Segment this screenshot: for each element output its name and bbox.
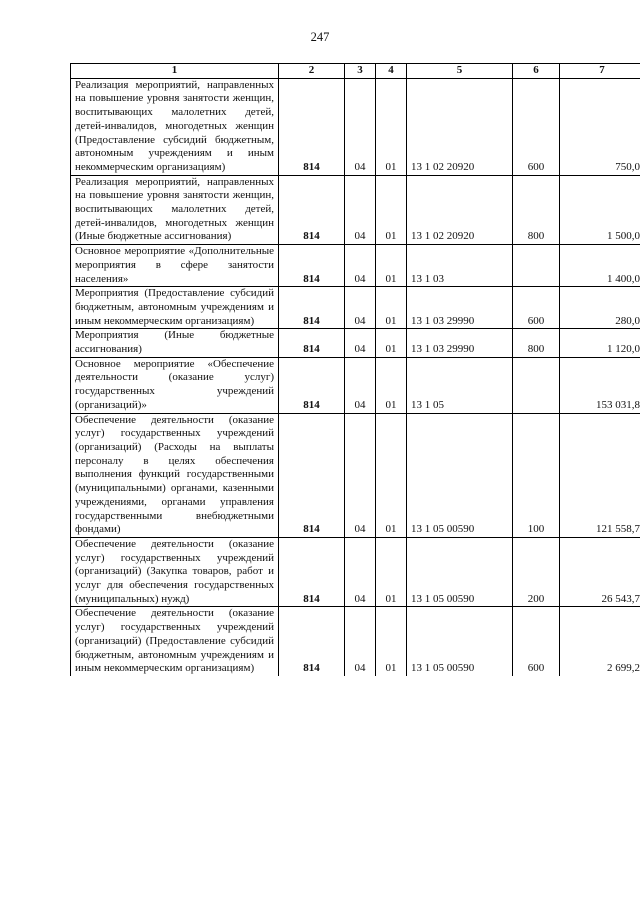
amount: 280,0 xyxy=(560,287,640,329)
expense-type-code: 600 xyxy=(513,607,560,676)
row-description: Основное мероприятие «Дополнительные мероприятия в сфере занятости населения» xyxy=(71,245,279,287)
expense-type-code: 600 xyxy=(513,78,560,175)
table-header-row xyxy=(71,64,640,79)
column-header: 3 xyxy=(345,64,376,79)
amount: 2 699,2 xyxy=(560,607,640,676)
section-code: 04 xyxy=(345,245,376,287)
row-description: Обеспечение деятельности (оказание услуг) государственных учреждений (организаций) (Закупка товаров, работ и услуг для обеспечения государственных (муниципальных) нужд) xyxy=(71,537,279,607)
target-article-code: 13 1 03 29990 xyxy=(407,287,513,329)
expense-type-code: 600 xyxy=(513,287,560,329)
budget-table xyxy=(70,63,640,676)
target-article-code: 13 1 02 20920 xyxy=(407,78,513,175)
amount: 153 031,8 xyxy=(560,357,640,413)
section-code: 04 xyxy=(345,413,376,537)
expense-type-code: 800 xyxy=(513,175,560,245)
subsection-code: 01 xyxy=(376,287,407,329)
amount: 1 400,0 xyxy=(560,245,640,287)
table-row xyxy=(71,78,640,175)
ministry-code: 814 xyxy=(279,287,345,329)
table-row xyxy=(71,287,640,329)
target-article-code: 13 1 05 00590 xyxy=(407,607,513,676)
ministry-code: 814 xyxy=(279,175,345,245)
section-code: 04 xyxy=(345,78,376,175)
subsection-code: 01 xyxy=(376,245,407,287)
target-article-code: 13 1 03 xyxy=(407,245,513,287)
amount: 1 120,0 xyxy=(560,329,640,357)
subsection-code: 01 xyxy=(376,357,407,413)
row-description: Мероприятия (Иные бюджетные ассигнования) xyxy=(71,329,279,357)
expense-type-code: 800 xyxy=(513,329,560,357)
subsection-code: 01 xyxy=(376,175,407,245)
column-header: 6 xyxy=(513,64,560,79)
table-row xyxy=(71,413,640,537)
ministry-code: 814 xyxy=(279,357,345,413)
amount: 26 543,7 xyxy=(560,537,640,607)
ministry-code: 814 xyxy=(279,78,345,175)
subsection-code: 01 xyxy=(376,329,407,357)
table-row xyxy=(71,175,640,245)
section-code: 04 xyxy=(345,287,376,329)
row-description: Обеспечение деятельности (оказание услуг) государственных учреждений (организаций) (Расходы на выплаты персоналу в целях обеспечения выполнения функций государственными (муниципальными) органами, казенными учреждениями, органами управления государственными внебюджетными фондами) xyxy=(71,413,279,537)
row-description: Реализация мероприятий, направленных на повышение уровня занятости женщин, воспитывающих малолетних детей, детей-инвалидов, многодетных женщин (Предоставление субсидий бюджетным, автономным учреждениям и иным некоммерческим организациям) xyxy=(71,78,279,175)
section-code: 04 xyxy=(345,175,376,245)
section-code: 04 xyxy=(345,357,376,413)
column-header: 1 xyxy=(71,64,279,79)
column-header: 5 xyxy=(407,64,513,79)
expense-type-code xyxy=(513,357,560,413)
target-article-code: 13 1 05 xyxy=(407,357,513,413)
target-article-code: 13 1 02 20920 xyxy=(407,175,513,245)
column-header: 7 xyxy=(560,64,640,79)
target-article-code: 13 1 05 00590 xyxy=(407,413,513,537)
ministry-code: 814 xyxy=(279,329,345,357)
subsection-code: 01 xyxy=(376,537,407,607)
section-code: 04 xyxy=(345,537,376,607)
expense-type-code: 200 xyxy=(513,537,560,607)
expense-type-code: 100 xyxy=(513,413,560,537)
subsection-code: 01 xyxy=(376,413,407,537)
row-description: Реализация мероприятий, направленных на повышение уровня занятости женщин, воспитывающих малолетних детей, детей-инвалидов, многодетных женщин (Иные бюджетные ассигнования) xyxy=(71,175,279,245)
table-row xyxy=(71,357,640,413)
section-code: 04 xyxy=(345,329,376,357)
amount: 1 500,0 xyxy=(560,175,640,245)
target-article-code: 13 1 05 00590 xyxy=(407,537,513,607)
row-description: Мероприятия (Предоставление субсидий бюджетным, автономным учреждениям и иным некоммерческим организациям) xyxy=(71,287,279,329)
ministry-code: 814 xyxy=(279,537,345,607)
table-row xyxy=(71,329,640,357)
table-row xyxy=(71,537,640,607)
row-description: Основное мероприятие «Обеспечение деятельности (оказание услуг) государственных учреждений (организаций)» xyxy=(71,357,279,413)
subsection-code: 01 xyxy=(376,78,407,175)
row-description: Обеспечение деятельности (оказание услуг) государственных учреждений (организаций) (Предоставление субсидий бюджетным, автономным учреждениям и иным некоммерческим организациям) xyxy=(71,607,279,676)
column-header: 2 xyxy=(279,64,345,79)
ministry-code: 814 xyxy=(279,413,345,537)
column-header: 4 xyxy=(376,64,407,79)
page-number: 247 xyxy=(310,30,330,44)
ministry-code: 814 xyxy=(279,607,345,676)
ministry-code: 814 xyxy=(279,245,345,287)
table-row xyxy=(71,607,640,676)
amount: 121 558,7 xyxy=(560,413,640,537)
table-row xyxy=(71,245,640,287)
target-article-code: 13 1 03 29990 xyxy=(407,329,513,357)
subsection-code: 01 xyxy=(376,607,407,676)
section-code: 04 xyxy=(345,607,376,676)
expense-type-code xyxy=(513,245,560,287)
amount: 750,0 xyxy=(560,78,640,175)
